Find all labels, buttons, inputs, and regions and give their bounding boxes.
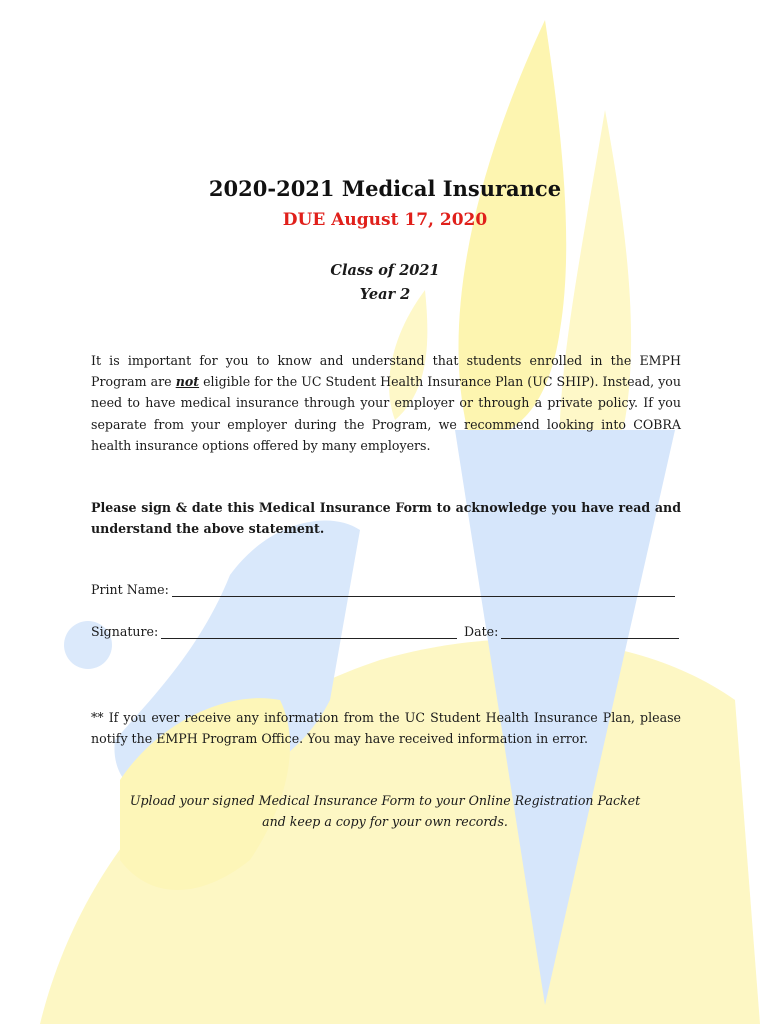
- print-name-label: Print Name:: [91, 582, 169, 597]
- acknowledgement-statement: Please sign & date this Medical Insurance Form to acknowledge you have read and understand the above statement.: [91, 500, 681, 536]
- intro-emphasis: not: [175, 374, 200, 390]
- upload-line-1: Upload your signed Medical Insurance Form to your Online Registration Packet: [129, 793, 641, 808]
- form-title: 2020-2021 Medical Insurance: [208, 176, 562, 201]
- print-name-field: [91, 582, 675, 597]
- year-label: Year 2: [359, 286, 411, 303]
- date-label: Date:: [464, 624, 499, 639]
- due-date: DUE August 17, 2020: [282, 210, 488, 230]
- signature-label: Signature:: [91, 624, 159, 639]
- class-of-label: Class of 2021: [330, 262, 440, 279]
- signature-field: [91, 624, 457, 639]
- intro-text-start: It is important for you to know and understand that students enrolled in the EMPH Program are: [91, 353, 681, 390]
- intro-text-end: eligible for the UC Student Health Insurance Plan (UC SHIP). Instead, you need to have medical insurance through your employer or through a private policy. If you separate from your employer during the Program, we recommend looking into COBRA health insurance options offered by many employers.: [91, 374, 681, 453]
- print-name-input-line[interactable]: [172, 582, 675, 597]
- uc-ship-note: ** If you ever receive any information from the UC Student Health Insurance Plan, please notify the EMPH Program Office. You may have received information in error.: [91, 710, 681, 746]
- date-field: [464, 624, 679, 639]
- intro-paragraph: [91, 350, 681, 456]
- date-input-line[interactable]: [501, 624, 679, 639]
- upload-instructions: [0, 790, 770, 832]
- signature-input-line[interactable]: [161, 624, 457, 639]
- upload-line-2: and keep a copy for your own records.: [262, 814, 508, 829]
